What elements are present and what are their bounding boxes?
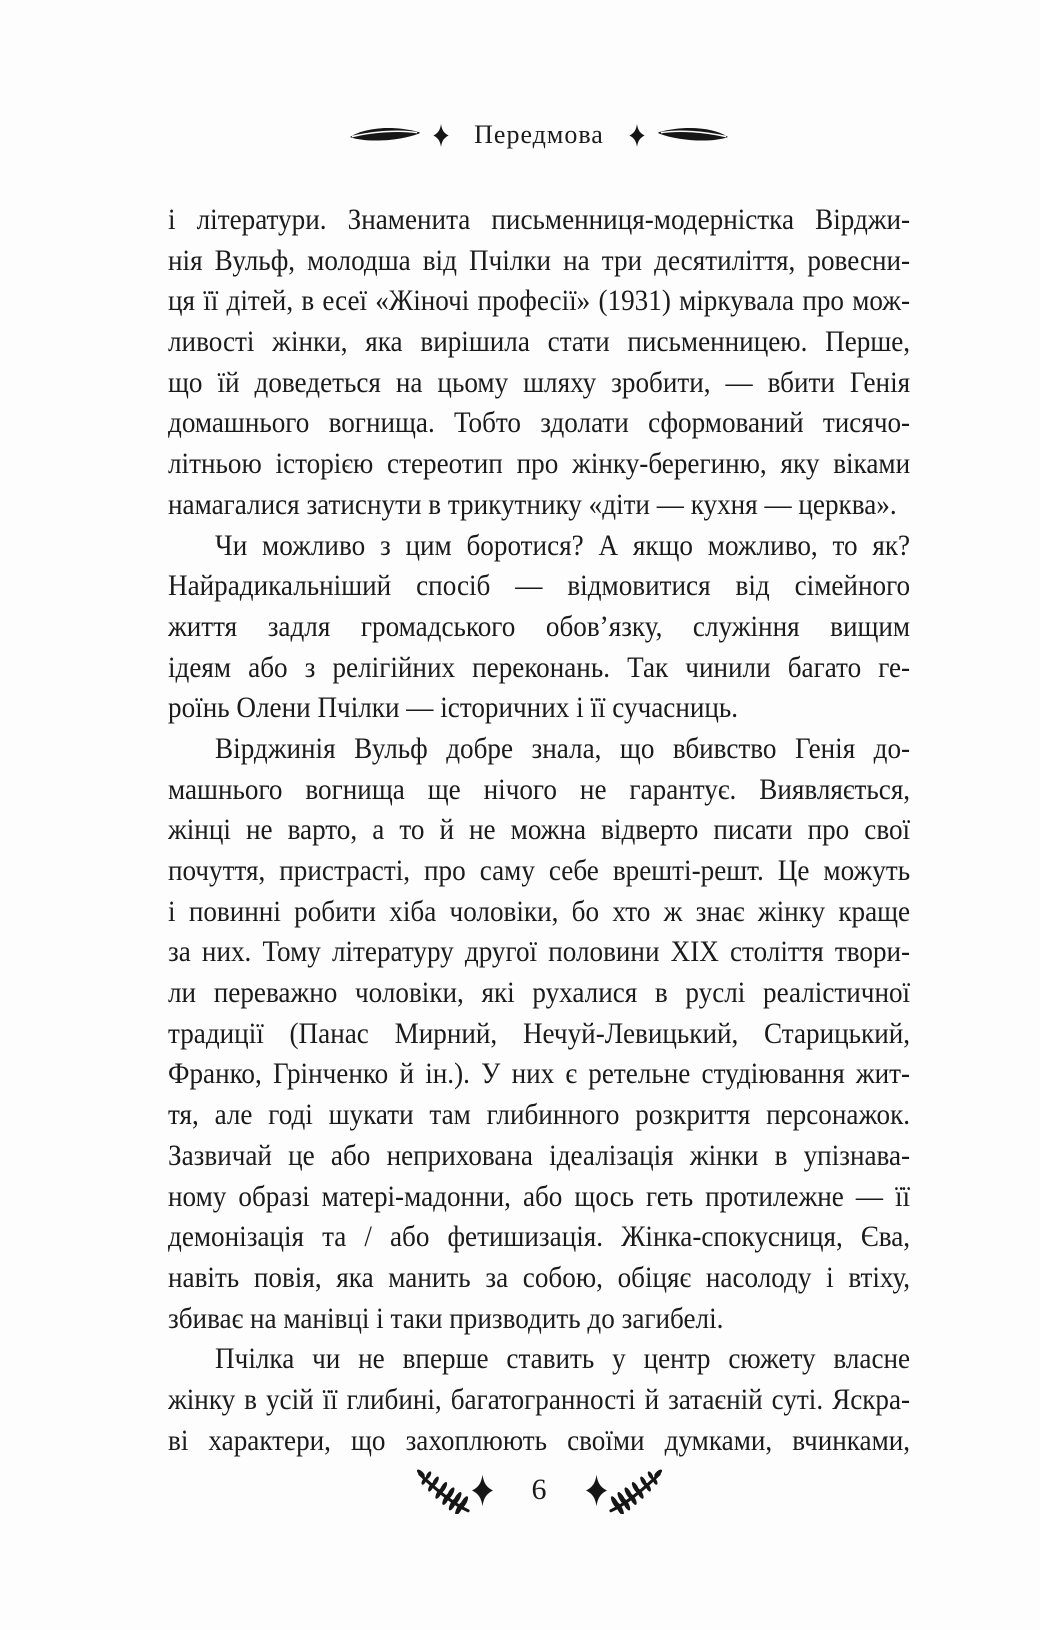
text-line: Чи можливо з цим боротися? А якщо можливо, то як? xyxy=(215,528,911,562)
text-line: Найрадикальніший спосіб — відмовитися від сімейного xyxy=(168,569,911,603)
leaf-ornament-right xyxy=(656,125,730,145)
text-line: ця її дітей, в есеї «Жіночі професії» (1931) міркувала про мож- xyxy=(168,284,911,318)
text-line: ві характери, що захоплюють своїми думками, вчинками, xyxy=(168,1423,911,1457)
text-line: Пчілка чи не вперше ставить у центр сюжету власне xyxy=(215,1342,911,1376)
text-line: ли переважно чоловіки, які рухалися в руслі реалістичної xyxy=(168,976,911,1010)
text-line: демонізація та / або фетишизація. Жінка-спокусниця, Єва, xyxy=(168,1220,911,1254)
chapter-title: Передмова xyxy=(474,120,604,149)
body-text xyxy=(168,200,910,1461)
text-line: і літератури. Знаменита письменниця-модерністка Вірджи- xyxy=(168,203,911,236)
text-line: ливості жінки, яка вирішила стати письменницею. Перше, xyxy=(168,325,911,359)
text-line: намагалися затиснути в трикутнику «діти — кухня — церква». xyxy=(168,487,897,521)
text-line: жінці не варто, а то й не можна відверто писати про свої xyxy=(168,813,911,847)
feather-ornament-right xyxy=(609,1467,663,1514)
feather-ornament-left xyxy=(416,1467,470,1514)
text-line: ідеям або з релігійних переконань. Так чинили багато ге- xyxy=(168,650,911,684)
page-number: 6 xyxy=(531,1473,547,1506)
text-line: машнього вогнища ще нічого не гарантує. Виявляється, xyxy=(168,772,911,806)
text-line: що їй доведеться на цьому шляху зробити, — вбити Генія xyxy=(168,365,911,399)
text-line: нія Вульф, молодша від Пчілки на три десятиліття, ровесни- xyxy=(168,243,911,277)
text-line: традиції (Панас Мирний, Нечуй-Левицький, Старицький, xyxy=(168,1016,911,1050)
text-line: ному образі матері-мадонни, або щось геть протилежне — її xyxy=(168,1179,911,1213)
four-point-star-icon xyxy=(433,124,449,147)
four-point-star-icon xyxy=(629,124,645,147)
leaf-ornament-left xyxy=(348,125,422,145)
four-point-star-icon xyxy=(586,1474,607,1507)
text-line: домашнього вогнища. Тобто здолати сформований тисячо- xyxy=(168,406,911,440)
text-line: життя задля громадського обов’язку, служіння вищим xyxy=(168,609,911,643)
text-line: жінку в усій її глибині, багатогранності й затаєній суті. Яскра- xyxy=(168,1382,911,1416)
text-line: Вірджинія Вульф добре знала, що вбивство Генія до- xyxy=(215,731,911,765)
text-line: літньою історією стереотип про жінку-берегиню, яку віками xyxy=(168,447,911,481)
chapter-header xyxy=(168,112,910,158)
page-footer xyxy=(168,1460,910,1520)
four-point-star-icon xyxy=(472,1474,493,1507)
text-line: за них. Тому літературу другої половини XIX століття твори- xyxy=(168,935,911,969)
text-line: Франко, Грінченко й ін.). У них є ретельне студіювання жит- xyxy=(168,1057,911,1091)
text-line: роїнь Олени Пчілки — історичних і її сучасниць. xyxy=(168,691,739,725)
text-line: почуття, пристрасті, про саму себе врешті-решт. Це можуть xyxy=(168,854,911,887)
text-line: тя, але годі шукати там глибинного розкриття персонажок. xyxy=(168,1098,911,1132)
text-line: збиває на манівці і таки призводить до загибелі. xyxy=(168,1301,724,1335)
text-line: і повинні робити хіба чоловіки, бо хто ж знає жінку краще xyxy=(168,894,911,928)
text-line: Зазвичай це або неприхована ідеалізація жінки в упізнава- xyxy=(168,1138,911,1172)
text-line: навіть повія, яка манить за собою, обіцяє насолоду і втіху, xyxy=(168,1260,911,1294)
